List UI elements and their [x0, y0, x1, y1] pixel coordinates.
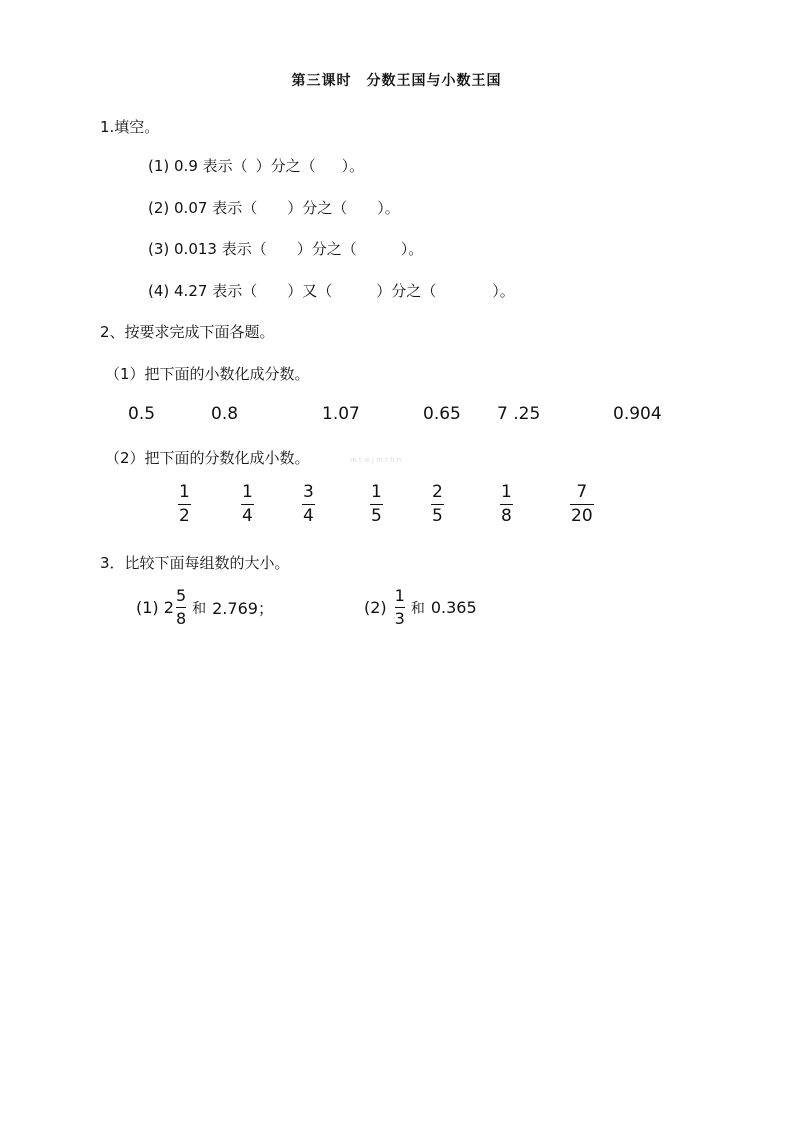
fraction-item: [370, 483, 383, 526]
denominator: 8: [175, 609, 187, 628]
numerator: 1: [394, 586, 405, 605]
compare-item-1: [136, 587, 274, 628]
watermark-text: m t w j m t h h: [350, 456, 402, 464]
fraction-bar: [395, 607, 405, 608]
fraction-bar: [500, 504, 513, 505]
question-1-heading: 1.填空。: [100, 118, 160, 136]
numerator: 1: [179, 482, 190, 502]
numerator: 1: [371, 482, 382, 502]
question-2-part-2: （2）把下面的分数化成小数。: [105, 449, 310, 467]
item-text: ）。: [341, 157, 365, 175]
numerator: 1: [242, 482, 253, 502]
item-text: 表示（: [216, 240, 267, 258]
page-title: 第三课时 分数王国与小数王国: [291, 73, 502, 89]
item-label: (1) 0.9: [148, 157, 198, 175]
fraction-item: [500, 483, 513, 526]
denominator: 4: [303, 506, 314, 526]
fraction-bar: [178, 504, 191, 505]
question-2-heading: 2、按要求完成下面各题。: [100, 323, 275, 341]
item-text: ）。: [492, 282, 515, 300]
fill-item-3: [148, 238, 423, 259]
fraction-item: [178, 483, 191, 526]
item-text: ）分之（: [287, 199, 348, 217]
fraction-item: [570, 483, 594, 526]
item-text: ）又（: [287, 282, 333, 300]
numerator: 1: [501, 482, 512, 502]
denominator: 4: [242, 506, 253, 526]
item-text: ）。: [377, 199, 400, 217]
fraction-item: [431, 483, 444, 526]
fraction-item: [241, 483, 254, 526]
fraction-bar: [431, 504, 444, 505]
fraction-bar: [302, 504, 315, 505]
compare-value: 2.769；: [212, 599, 274, 618]
fill-item-4: [148, 280, 515, 301]
and-word: 和: [410, 600, 425, 617]
numerator: 5: [175, 586, 187, 605]
denominator: 2: [179, 506, 190, 526]
item-text: ）分之（: [376, 282, 437, 300]
compare-value: 0.365: [430, 598, 477, 617]
fraction-item: [302, 483, 315, 526]
item-text: 表示（: [207, 199, 258, 217]
decimal-item: 0.65: [423, 404, 461, 424]
fraction-bar: [176, 607, 186, 608]
denominator: 3: [394, 609, 405, 628]
numerator: 7: [576, 482, 588, 502]
question-2-part-1: （1）把下面的小数化成分数。: [105, 365, 310, 383]
denominator: 20: [571, 506, 593, 526]
denominator: 5: [432, 506, 443, 526]
denominator: 5: [371, 506, 382, 526]
decimal-item: 0.8: [211, 404, 239, 424]
compare-item-2: [364, 587, 477, 628]
item-label: (4) 4.27: [148, 282, 208, 300]
item-label: (2) 0.07: [148, 199, 208, 217]
numerator: 2: [432, 482, 443, 502]
item-text: ）。: [400, 240, 424, 258]
item-text: ）分之（: [296, 240, 357, 258]
decimal-item: 0.904: [613, 404, 662, 424]
mixed-fraction: [176, 587, 186, 628]
denominator: 8: [501, 506, 512, 526]
fraction: [395, 587, 405, 628]
fraction-bar: [241, 504, 254, 505]
compare-label: (2): [364, 598, 387, 617]
fill-item-1: [148, 155, 364, 176]
fraction-bar: [570, 504, 594, 505]
fill-item-2: [148, 197, 400, 218]
question-3-heading: 3．比较下面每组数的大小。: [100, 554, 290, 572]
and-word: 和: [192, 600, 207, 617]
decimal-item: 0.5: [128, 404, 156, 424]
item-text: 表示（: [197, 157, 248, 175]
item-label: (3) 0.013: [148, 240, 217, 258]
fraction-bar: [370, 504, 383, 505]
numerator: 3: [303, 482, 314, 502]
decimal-item: 7 .25: [497, 404, 541, 424]
item-text: ）分之（: [255, 157, 316, 175]
item-text: 表示（: [207, 282, 258, 300]
decimal-item: 1.07: [322, 404, 360, 424]
compare-label: (1) 2: [136, 598, 174, 617]
